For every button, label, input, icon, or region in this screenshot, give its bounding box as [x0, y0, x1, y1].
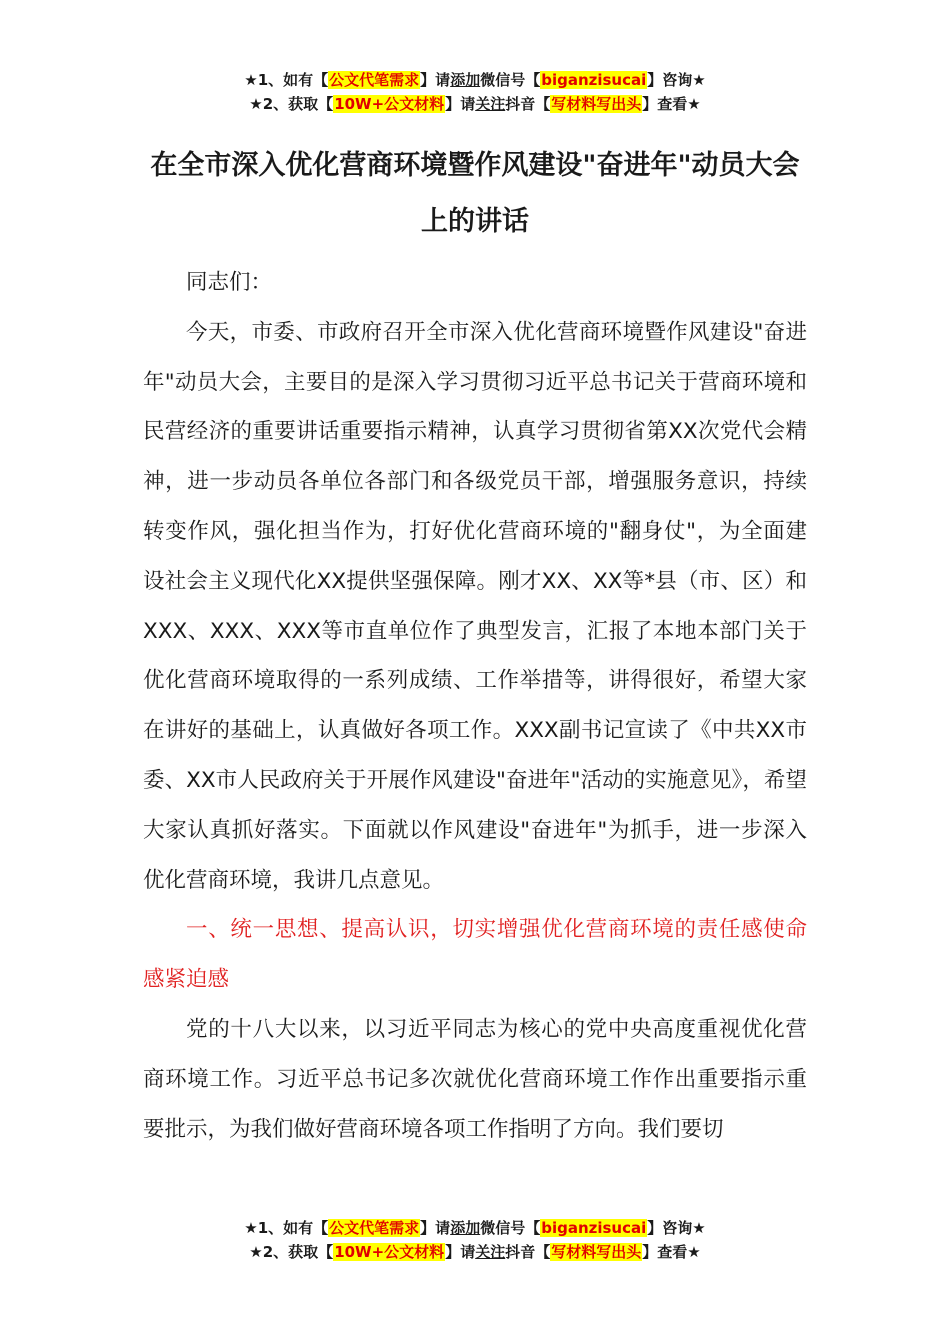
banner-line-2 [0, 1240, 950, 1264]
banner-highlight: 写材料写出头 [551, 95, 642, 113]
banner-text: 微信号【 [480, 1219, 541, 1237]
banner-text: 抖音【 [505, 1243, 551, 1261]
banner-highlight: biganzisucai [541, 1219, 647, 1237]
banner-text: ★1、如有【 [244, 71, 329, 89]
banner-text: ★1、如有【 [244, 1219, 329, 1237]
banner-text: 】咨询★ [647, 71, 706, 89]
document-body [143, 258, 807, 1154]
section-heading: 一、统一思想、提高认识，切实增强优化营商环境的责任感使命感紧迫感 [143, 917, 807, 993]
banner-text: 微信号【 [480, 71, 541, 89]
paragraph: 今天，市委、市政府召开全市深入优化营商环境暨作风建设"奋进年"动员大会，主要目的是深入学习贯彻习近平总书记关于营商环境和民营经济的重要讲话重要指示精神，认真学习贯彻省第XX次党代会精神，进一步动员各单位各部门和各级党员干部，增强服务意识，持续转变作风，强化担当作为，打好优化营商环境的"翻身仗"，为全面建设社会主义现代化XX提供坚强保障。刚才XX、XX等*县（市、区）和XXX、XXX、XXX等市直单位作了典型发言，汇报了本地本部门关于优化营商环境取得的一系列成绩、工作举措等，讲得很好，希望大家在讲好的基础上，认真做好各项工作。XXX副书记宣读了《中共XX市委、XX市人民政府关于开展作风建设"奋进年"活动的实施意见》，希望大家认真抓好落实。下面就以作风建设"奋进年"为抓手，进一步深入优化营商环境，我讲几点意见。 [143, 319, 807, 893]
banner-emphasis: 添加 [450, 1219, 481, 1237]
banner-highlight: biganzisucai [541, 71, 647, 89]
banner-line-1 [0, 68, 950, 92]
paragraph: 党的十八大以来，以习近平同志为核心的党中央高度重视优化营商环境工作。习近平总书记多次就优化营商环境工作作出重要指示重要批示，为我们做好营商环境各项工作指明了方向。我们要切 [143, 1016, 807, 1142]
banner-highlight: 写材料写出头 [551, 1243, 642, 1261]
banner-text: 】咨询★ [647, 1219, 706, 1237]
banner-text: ★2、获取【 [249, 95, 334, 113]
banner-emphasis: 关注 [475, 1243, 506, 1261]
banner-emphasis: 添加 [450, 71, 481, 89]
banner-highlight: 10W+公文材料 [334, 95, 445, 113]
banner-emphasis: 关注 [475, 95, 506, 113]
footer-banner [0, 1216, 950, 1264]
banner-highlight: 10W+公文材料 [334, 1243, 445, 1261]
banner-text: 抖音【 [505, 95, 551, 113]
banner-line-2 [0, 92, 950, 116]
banner-highlight: 公文代笔需求 [329, 71, 420, 89]
banner-text: 】查看★ [642, 1243, 701, 1261]
salutation: 同志们： [186, 270, 273, 295]
banner-text: ★2、获取【 [249, 1243, 334, 1261]
document-title: 在全市深入优化营商环境暨作风建设"奋进年"动员大会上的讲话 [150, 150, 800, 237]
banner-text: 】请 [420, 71, 451, 89]
banner-highlight: 公文代笔需求 [329, 1219, 420, 1237]
header-banner [0, 68, 950, 116]
banner-text: 】请 [445, 95, 476, 113]
banner-text: 】请 [445, 1243, 476, 1261]
banner-text: 】请 [420, 1219, 451, 1237]
banner-text: 】查看★ [642, 95, 701, 113]
banner-line-1 [0, 1216, 950, 1240]
